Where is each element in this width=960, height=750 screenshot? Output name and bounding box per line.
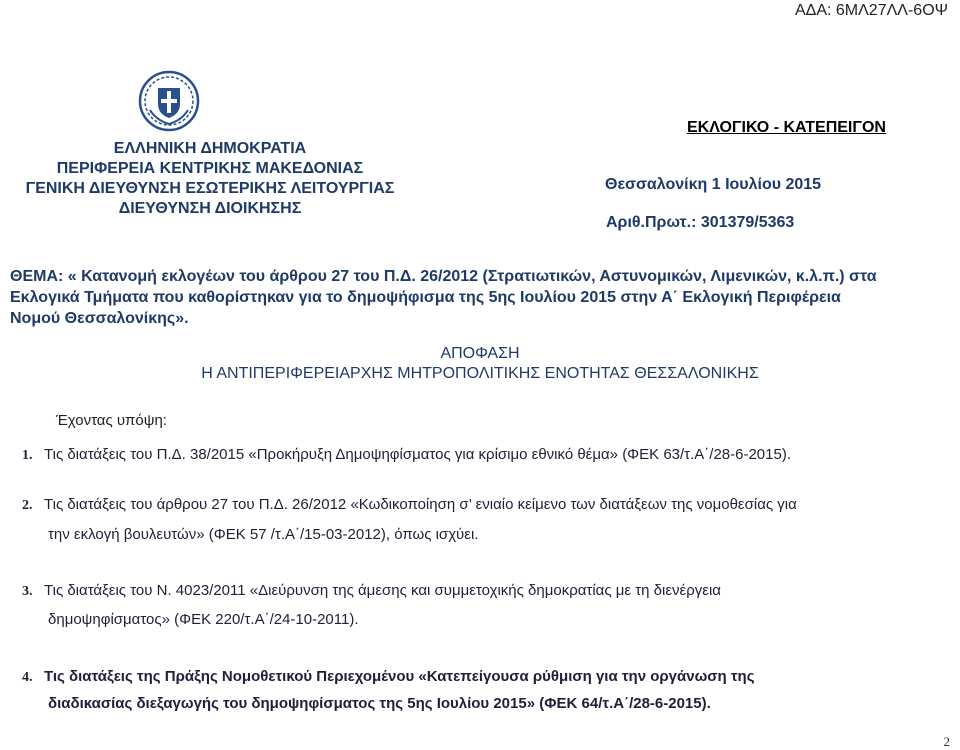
considering-label: Έχοντας υπόψη:	[56, 412, 167, 429]
item-text-continued: δημοψηφίσματος» (ΦΕΚ 220/τ.Α΄/24-10-2011).	[48, 611, 359, 628]
subject-line-3: Νομού Θεσσαλονίκης».	[10, 310, 189, 327]
list-item	[22, 668, 906, 686]
item-text-continued: διαδικασίας διεξαγωγής του δημοψηφίσματος της 5ης Ιουλίου 2015» (ΦΕΚ 64/τ.Α΄/28-6-2015).	[48, 695, 711, 712]
item-text: Τις διατάξεις της Πράξης Νομοθετικού Περιεχομένου «Κατεπείγουσα ρύθμιση για την οργάνωση της	[44, 668, 755, 685]
ada-code: ΑΔΑ: 6ΜΛ27ΛΛ-6ΟΨ	[794, 2, 948, 19]
subject-line-2: Εκλογικά Τμήματα που καθορίστηκαν για το δημοψήφισμα της 5ης Ιουλίου 2015 στην Α΄ Εκλογική Περιφέρεια	[10, 289, 841, 306]
item-number: 3.	[22, 584, 33, 599]
item-number: 2.	[22, 498, 33, 513]
urgent-label: ΕΚΛΟΓΙΚΟ - ΚΑΤΕΠΕΙΓΟΝ	[687, 119, 886, 136]
item-text: Τις διατάξεις του Ν. 4023/2011 «Διεύρυνση της άμεσης και συμμετοχικής δημοκρατίας με τη διενέργεια	[44, 582, 721, 599]
org-line-2: ΠΕΡΙΦΕΡΕΙΑ ΚΕΝΤΡΙΚΗΣ ΜΑΚΕΔΟΝΙΑΣ	[56, 160, 364, 177]
page-number: 2	[943, 734, 950, 749]
decision-title: ΑΠΟΦΑΣΗ	[440, 345, 520, 362]
list-item	[22, 582, 906, 600]
subject-line-1: ΘΕΜΑ: « Κατανομή εκλογέων του άρθρου 27 του Π.Δ. 26/2012 (Στρατιωτικών, Αστυνομικών, Λιμενικών, κ.λ.π.) στα	[10, 268, 877, 285]
org-line-1: ΕΛΛΗΝΙΚΗ ΔΗΜΟΚΡΑΤΙΑ	[113, 140, 307, 157]
list-item	[22, 496, 906, 514]
greek-coat-of-arms-icon	[138, 70, 200, 132]
org-line-4: ΔΙΕΥΘΥΝΣΗ ΔΙΟΙΚΗΣΗΣ	[118, 200, 302, 217]
item-text: Τις διατάξεις του άρθρου 27 του Π.Δ. 26/2012 «Κωδικοποίηση σ’ ενιαίο κείμενο των διατάξεων της νομοθεσίας για	[44, 496, 797, 513]
item-number: 1.	[22, 448, 33, 463]
item-number: 4.	[22, 670, 33, 685]
place-date: Θεσσαλονίκη 1 Ιουλίου 2015	[605, 176, 822, 193]
list-item	[22, 446, 906, 464]
item-text-continued: την εκλογή βουλευτών» (ΦΕΚ 57 /τ.Α΄/15-03-2012), όπως ισχύει.	[48, 526, 479, 543]
org-line-3: ΓΕΝΙΚΗ ΔΙΕΥΘΥΝΣΗ ΕΣΩΤΕΡΙΚΗΣ ΛΕΙΤΟΥΡΓΙΑΣ	[25, 180, 395, 197]
item-text: Τις διατάξεις του Π.Δ. 38/2015 «Προκήρυξη Δημοψηφίσματος για κρίσιμο εθνικό θέμα» (ΦΕΚ 63/τ.Α΄/28-6-2015).	[44, 446, 791, 463]
subject	[10, 266, 938, 329]
protocol-number: Αριθ.Πρωτ.: 301379/5363	[606, 214, 795, 231]
decision-authority: Η ΑΝΤΙΠΕΡΙΦΕΡΕΙΑΡΧΗΣ ΜΗΤΡΟΠΟΛΙΤΙΚΗΣ ΕΝΟΤΗΤΑΣ ΘΕΣΣΑΛΟΝΙΚΗΣ	[201, 365, 759, 382]
